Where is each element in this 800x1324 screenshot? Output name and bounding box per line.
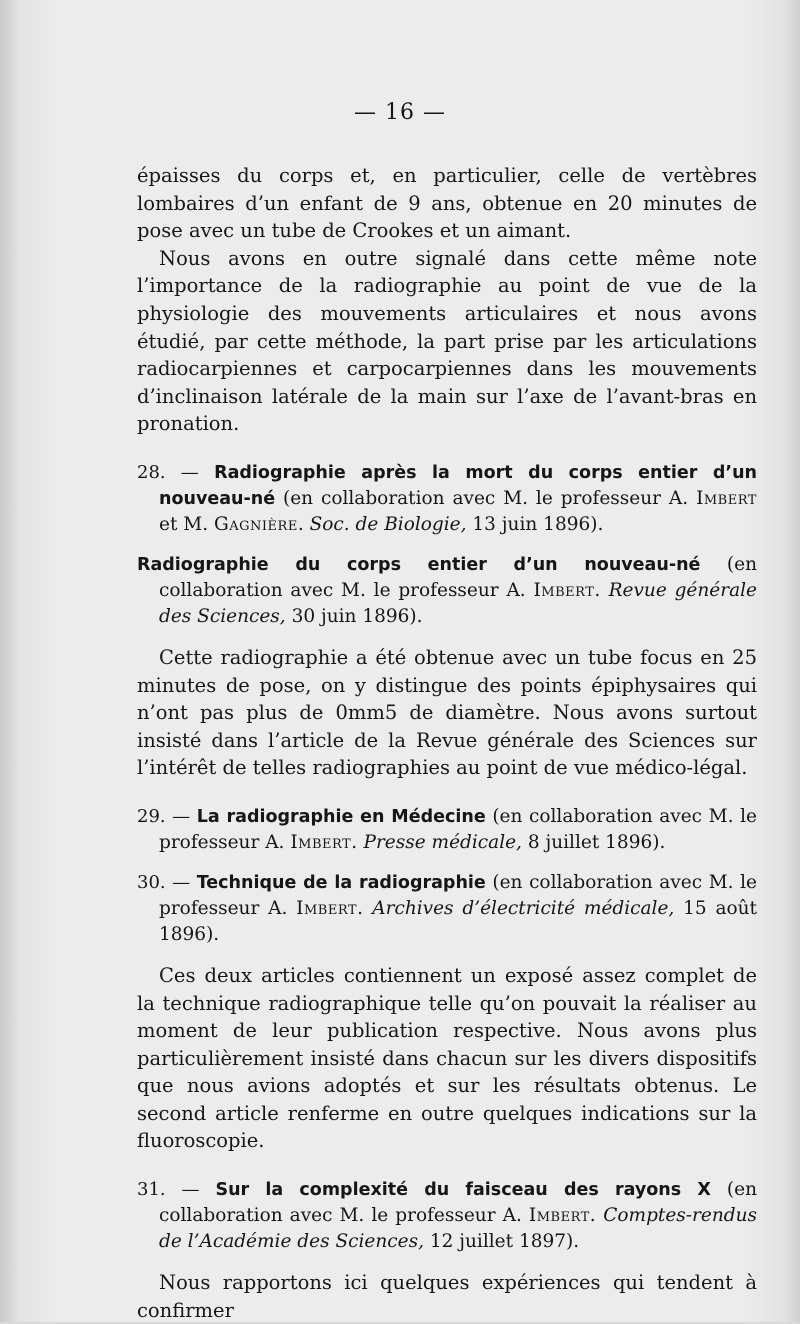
author-name: Gagnière: [213, 513, 298, 535]
paragraph-technique: Ces deux articles contiennent un exposé assez complet de la technique radiographique telle qu’on pouvait la réaliser au moment de leur publication respective. Nous avons plus particulièrement insisté dans chacun sur les divers dispositifs que nous avions adoptés et sur les résultats obtenus. Le second article renferme en outre quelques indications sur la fluoroscopie.: [137, 963, 757, 1153]
entry-title: Radiographie après la mort du corps entier d’un nouveau-né: [159, 462, 757, 509]
entry-collab: (en collaboration avec M. le professeur A.: [159, 553, 757, 601]
entry-number: 28. —: [137, 461, 199, 483]
entry-number: 29. —: [137, 805, 191, 827]
entry-28-second: [137, 552, 757, 630]
body-text: [137, 162, 757, 1324]
entry-29: [137, 804, 757, 856]
journal-title: Presse médicale,: [363, 831, 522, 853]
entry-date: 8 juillet 1896).: [527, 831, 666, 853]
entry-title: Technique de la radiographie: [196, 872, 486, 893]
paragraph-focus-tube: Cette radiographie a été obtenue avec un tube focus en 25 minutes de pose, on y distingue des points épiphysaires qui n’ont pas plus de 0mm5 de diamètre. Nous avons surtout insisté dans l’article de la Revue générale des Sciences sur l’intérêt de telles radiographies au point de vue médico-légal.: [137, 645, 757, 780]
author-name: Imbert.: [533, 579, 601, 601]
paragraph-experiments: Nous rapportons ici quelques expériences qui tendent à confirmer: [137, 1271, 757, 1322]
entry-31: [137, 1177, 757, 1255]
entry-title: Radiographie du corps entier d’un nouveau-né: [137, 554, 701, 575]
entry-collab: (en collaboration avec M. le professeur A.: [159, 805, 757, 853]
entry-collab: (en collaboration avec M. le professeur A.: [159, 1179, 757, 1227]
entry-title: La radiographie en Médecine: [196, 806, 486, 827]
page-number: — 16 —: [354, 100, 446, 125]
entry-date: 12 juillet 1897).: [429, 1231, 580, 1253]
author-name: Imbert.: [290, 831, 358, 853]
entry-title: Sur la complexité du faisceau des rayons X: [215, 1180, 711, 1201]
entry-date: 13 juin 1896).: [472, 513, 604, 535]
author-name: Imbert.: [528, 1205, 597, 1227]
author-name: Imbert.: [296, 897, 364, 919]
entry-collab-mid: et M.: [159, 513, 209, 535]
entry-28: 28. — Radiographie après la mort du corps entier d’un nouveau-né (en collaboration avec M. le professeur A. Imbert et M. Gagnière. Soc. de Biologie, 13 juin 1896).: [137, 461, 757, 535]
entry-30: [137, 870, 757, 948]
journal-title: Revue générale des Sciences,: [159, 579, 757, 627]
paragraph-continuation: épaisses du corps et, en particulier, celle de vertèbres lombaires d’un enfant de 9 ans, obtenue en 20 minutes de pose avec un tube de Crookes et un aimant.: [137, 164, 757, 243]
author-name: Imbert: [696, 487, 757, 509]
journal-title: Comptes-rendus de l’Académie des Sciences,: [159, 1205, 757, 1253]
journal-title: Soc. de Biologie,: [309, 513, 467, 535]
paragraph-physiology: Nous avons en outre signalé dans cette même note l’importance de la radiographie au point de vue de la physiologie des mouvements articulaires et nous avons étudié, par cette méthode, la part prise par les articulations radiocarpiennes et carpocarpiennes dans les mouvements d’inclinaison latérale de la main sur l’axe de l’avant-bras en pronation.: [137, 246, 757, 436]
entry-number: 30. —: [137, 871, 191, 893]
entry-date: 30 juin 1896).: [291, 605, 423, 627]
entry-collab: (en collaboration avec M. le professeur A.: [159, 871, 757, 919]
entry-collab: (en collaboration avec M. le professeur A.: [282, 487, 689, 509]
entry-date: 15 août 1896).: [159, 897, 757, 945]
entry-number: 31. —: [137, 1179, 200, 1201]
journal-title: Archives d’électricité médicale,: [372, 897, 675, 919]
